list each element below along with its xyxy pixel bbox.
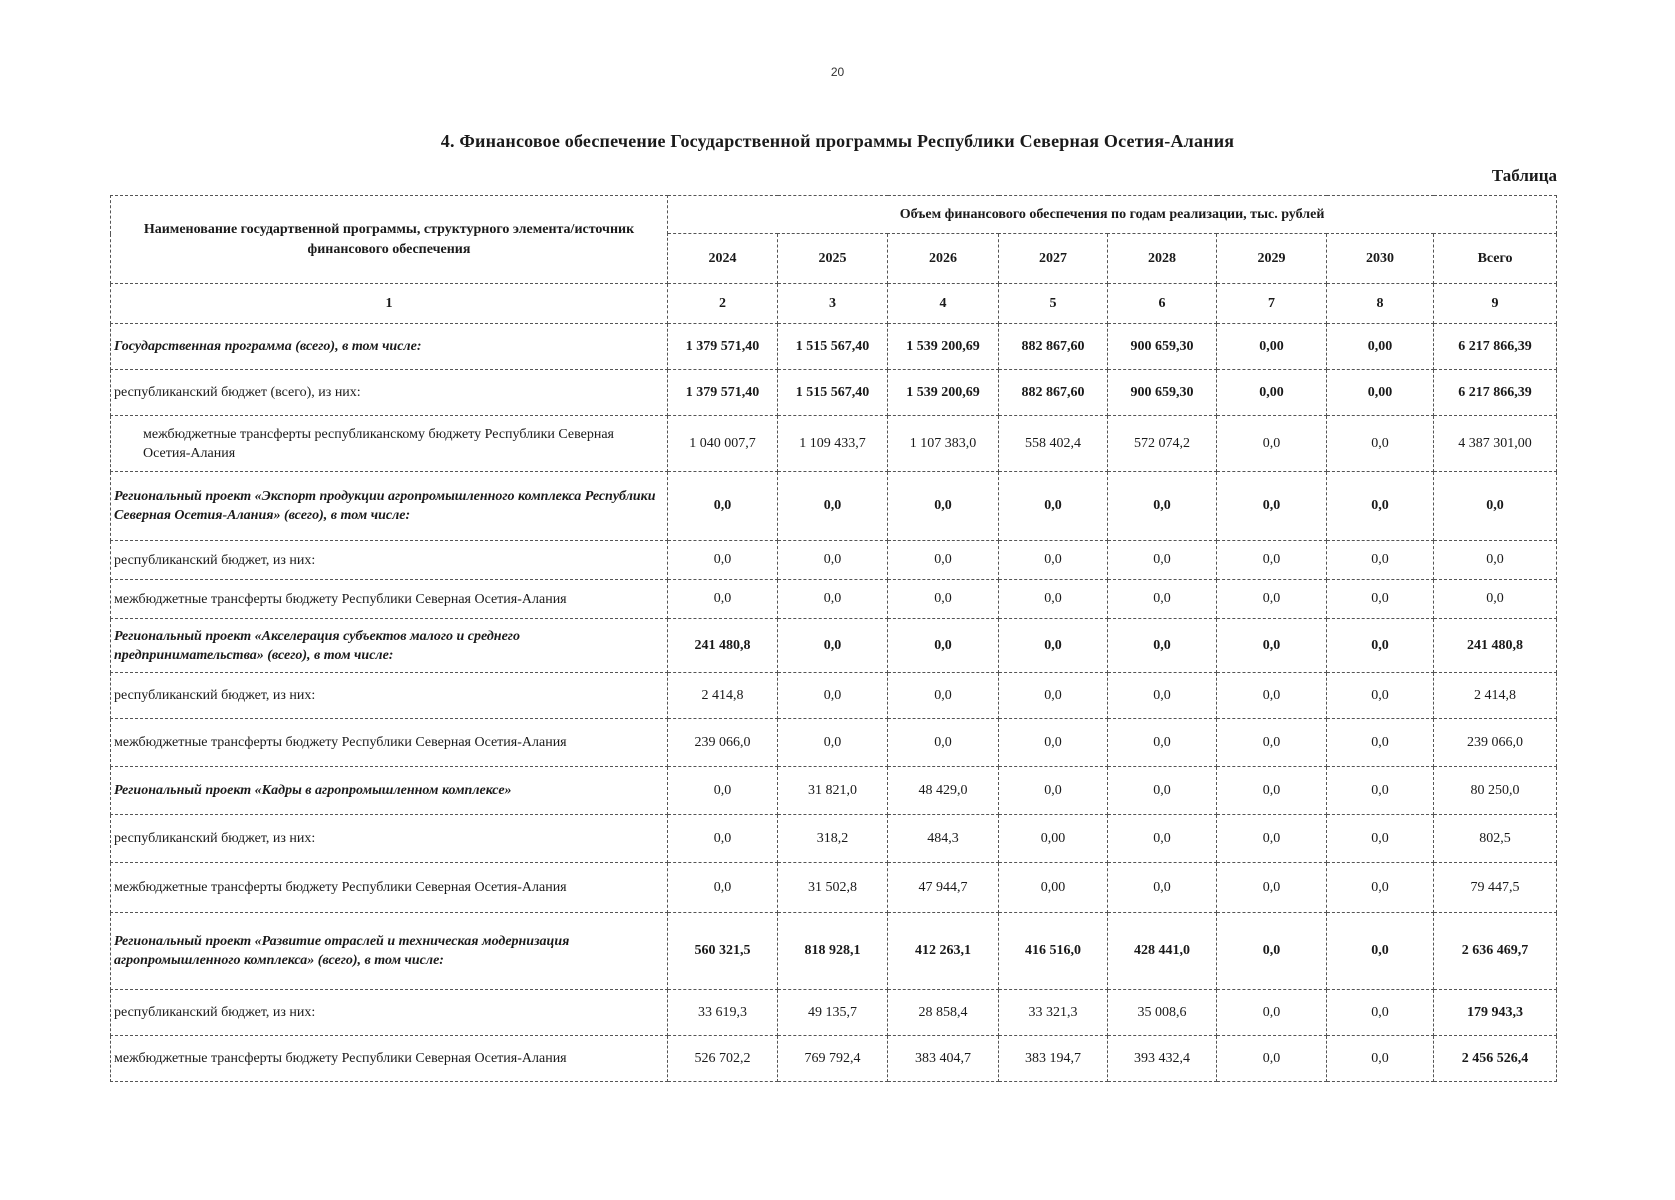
value-cell: 0,0 — [1217, 416, 1327, 472]
value-cell: 0,0 — [888, 580, 999, 619]
value-cell: 0,0 — [1108, 863, 1217, 913]
value-cell: 0,0 — [1108, 472, 1217, 541]
row-name: межбюджетные трансферты республиканскому бюджету Республики Северная Осетия-Алания — [111, 416, 668, 472]
value-cell: 0,0 — [999, 619, 1108, 673]
year-header: 2028 — [1108, 234, 1217, 284]
value-cell: 0,0 — [1217, 541, 1327, 580]
row-name: Региональный проект «Кадры в агропромышленном комплексе» — [111, 767, 668, 815]
value-cell: 0,0 — [888, 719, 999, 767]
value-cell: 0,0 — [888, 619, 999, 673]
value-cell: 0,0 — [1217, 673, 1327, 719]
row-name: республиканский бюджет, из них: — [111, 673, 668, 719]
value-cell: 0,0 — [1108, 580, 1217, 619]
year-header: 2030 — [1327, 234, 1434, 284]
value-cell: 0,0 — [1108, 673, 1217, 719]
column-number: 1 — [111, 284, 668, 324]
value-cell: 0,0 — [1108, 767, 1217, 815]
value-cell: 0,0 — [1327, 472, 1434, 541]
value-cell: 0,0 — [999, 472, 1108, 541]
row-name: республиканский бюджет, из них: — [111, 990, 668, 1036]
value-cell: 4 387 301,00 — [1434, 416, 1557, 472]
document-title: 4. Финансовое обеспечение Государственной программы Республики Северная Осетия-Алания — [440, 131, 1235, 151]
row-name: межбюджетные трансферты бюджету Республики Северная Осетия-Алания — [111, 863, 668, 913]
value-cell: 0,0 — [1327, 673, 1434, 719]
financing-table — [110, 195, 1557, 1082]
value-cell: 28 858,4 — [888, 990, 999, 1036]
value-cell: 0,0 — [888, 472, 999, 541]
value-cell: 0,0 — [1108, 815, 1217, 863]
table-row — [111, 580, 1557, 619]
value-cell: 560 321,5 — [668, 913, 778, 990]
value-cell: 0,0 — [1327, 1036, 1434, 1082]
value-cell: 35 008,6 — [1108, 990, 1217, 1036]
value-cell: 412 263,1 — [888, 913, 999, 990]
value-cell: 49 135,7 — [778, 990, 888, 1036]
value-cell: 0,0 — [1327, 580, 1434, 619]
value-cell: 802,5 — [1434, 815, 1557, 863]
name-column-header: Наименование государтвенной программы, структурного элемента/источник финансового обеспечения — [111, 196, 668, 284]
value-cell: 31 502,8 — [778, 863, 888, 913]
value-cell: 0,0 — [1434, 472, 1557, 541]
value-cell: 0,0 — [778, 472, 888, 541]
value-cell: 33 619,3 — [668, 990, 778, 1036]
value-cell: 0,0 — [999, 580, 1108, 619]
row-name: Региональный проект «Экспорт продукции агропромышленного комплекса Республики Северная Осетия-Алания» (всего), в том числе: — [111, 472, 668, 541]
value-cell: 0,0 — [1327, 719, 1434, 767]
value-cell: 383 404,7 — [888, 1036, 999, 1082]
value-cell: 900 659,30 — [1108, 370, 1217, 416]
value-cell: 0,0 — [1217, 580, 1327, 619]
value-cell: 0,0 — [1327, 913, 1434, 990]
value-cell: 769 792,4 — [778, 1036, 888, 1082]
year-header: 2026 — [888, 234, 999, 284]
value-cell: 0,0 — [668, 863, 778, 913]
value-cell: 0,0 — [778, 619, 888, 673]
row-name: Государственная программа (всего), в том числе: — [111, 324, 668, 370]
value-cell: 882 867,60 — [999, 370, 1108, 416]
column-number: 5 — [999, 284, 1108, 324]
value-cell: 0,0 — [1217, 1036, 1327, 1082]
value-cell: 179 943,3 — [1434, 990, 1557, 1036]
value-cell: 0,0 — [668, 815, 778, 863]
table-row — [111, 719, 1557, 767]
value-cell: 6 217 866,39 — [1434, 370, 1557, 416]
row-name: межбюджетные трансферты бюджету Республики Северная Осетия-Алания — [111, 719, 668, 767]
value-cell: 416 516,0 — [999, 913, 1108, 990]
table-row — [111, 913, 1557, 990]
value-cell: 0,0 — [1217, 815, 1327, 863]
value-cell: 2 414,8 — [668, 673, 778, 719]
column-number: 4 — [888, 284, 999, 324]
column-number: 7 — [1217, 284, 1327, 324]
value-cell: 0,0 — [1217, 863, 1327, 913]
value-cell: 0,00 — [999, 815, 1108, 863]
row-name: межбюджетные трансферты бюджету Республики Северная Осетия-Алания — [111, 580, 668, 619]
value-cell: 0,0 — [1434, 541, 1557, 580]
value-cell: 1 539 200,69 — [888, 370, 999, 416]
year-header: 2024 — [668, 234, 778, 284]
total-header: Всего — [1434, 234, 1557, 284]
value-cell: 0,0 — [668, 541, 778, 580]
value-cell: 428 441,0 — [1108, 913, 1217, 990]
value-cell: 393 432,4 — [1108, 1036, 1217, 1082]
value-cell: 1 379 571,40 — [668, 324, 778, 370]
value-cell: 0,0 — [1327, 815, 1434, 863]
value-cell: 0,0 — [1217, 719, 1327, 767]
value-cell: 79 447,5 — [1434, 863, 1557, 913]
value-cell: 0,0 — [888, 541, 999, 580]
value-cell: 818 928,1 — [778, 913, 888, 990]
value-cell: 0,00 — [999, 863, 1108, 913]
value-cell: 0,0 — [1217, 913, 1327, 990]
value-cell: 383 194,7 — [999, 1036, 1108, 1082]
table-caption: Таблица — [1491, 166, 1557, 185]
table-row — [111, 370, 1557, 416]
column-number: 8 — [1327, 284, 1434, 324]
value-cell: 0,0 — [1327, 541, 1434, 580]
value-cell: 0,0 — [999, 767, 1108, 815]
table-row — [111, 1036, 1557, 1082]
table-row — [111, 990, 1557, 1036]
value-cell: 239 066,0 — [668, 719, 778, 767]
table-row — [111, 619, 1557, 673]
value-cell: 2 456 526,4 — [1434, 1036, 1557, 1082]
value-cell: 558 402,4 — [999, 416, 1108, 472]
value-cell: 0,00 — [1327, 370, 1434, 416]
year-header: 2025 — [778, 234, 888, 284]
value-cell: 484,3 — [888, 815, 999, 863]
table-row — [111, 863, 1557, 913]
column-number: 3 — [778, 284, 888, 324]
value-cell: 0,0 — [1327, 990, 1434, 1036]
value-cell: 0,0 — [778, 580, 888, 619]
value-cell: 6 217 866,39 — [1434, 324, 1557, 370]
row-name: Региональный проект «Развитие отраслей и техническая модернизация агропромышленного комплекса» (всего), в том числе: — [111, 913, 668, 990]
value-cell: 2 414,8 — [1434, 673, 1557, 719]
value-cell: 80 250,0 — [1434, 767, 1557, 815]
value-cell: 0,0 — [1217, 990, 1327, 1036]
table-row — [111, 815, 1557, 863]
value-cell: 0,0 — [1108, 719, 1217, 767]
row-name: республиканский бюджет (всего), из них: — [111, 370, 668, 416]
value-cell: 0,0 — [778, 719, 888, 767]
value-cell: 318,2 — [778, 815, 888, 863]
value-cell: 1 109 433,7 — [778, 416, 888, 472]
row-name: республиканский бюджет, из них: — [111, 541, 668, 580]
value-cell: 0,0 — [668, 580, 778, 619]
value-cell: 0,0 — [778, 541, 888, 580]
value-cell: 0,00 — [1327, 324, 1434, 370]
funding-group-header: Объем финансового обеспечения по годам реализации, тыс. рублей — [668, 196, 1557, 234]
value-cell: 0,0 — [1217, 619, 1327, 673]
value-cell: 33 321,3 — [999, 990, 1108, 1036]
value-cell: 239 066,0 — [1434, 719, 1557, 767]
value-cell: 0,0 — [1217, 472, 1327, 541]
value-cell: 0,0 — [1108, 619, 1217, 673]
year-header: 2029 — [1217, 234, 1327, 284]
value-cell: 1 040 007,7 — [668, 416, 778, 472]
column-number: 9 — [1434, 284, 1557, 324]
table-row — [111, 324, 1557, 370]
page-number: 20 — [830, 65, 845, 79]
value-cell: 0,0 — [1327, 767, 1434, 815]
value-cell: 0,0 — [1217, 767, 1327, 815]
table-row — [111, 767, 1557, 815]
value-cell: 0,0 — [1327, 863, 1434, 913]
value-cell: 900 659,30 — [1108, 324, 1217, 370]
value-cell: 0,0 — [888, 673, 999, 719]
value-cell: 241 480,8 — [668, 619, 778, 673]
value-cell: 0,0 — [1434, 580, 1557, 619]
value-cell: 2 636 469,7 — [1434, 913, 1557, 990]
table-row — [111, 541, 1557, 580]
value-cell: 526 702,2 — [668, 1036, 778, 1082]
table-row — [111, 416, 1557, 472]
row-name: Региональный проект «Акселерация субъектов малого и среднего предпринимательства» (всего), в том числе: — [111, 619, 668, 673]
value-cell: 882 867,60 — [999, 324, 1108, 370]
value-cell: 1 515 567,40 — [778, 370, 888, 416]
value-cell: 0,0 — [999, 541, 1108, 580]
value-cell: 1 379 571,40 — [668, 370, 778, 416]
table-row — [111, 673, 1557, 719]
value-cell: 0,0 — [1108, 541, 1217, 580]
value-cell: 572 074,2 — [1108, 416, 1217, 472]
value-cell: 0,0 — [1327, 619, 1434, 673]
year-header: 2027 — [999, 234, 1108, 284]
column-number: 2 — [668, 284, 778, 324]
value-cell: 0,0 — [1327, 416, 1434, 472]
value-cell: 0,0 — [999, 719, 1108, 767]
value-cell: 1 539 200,69 — [888, 324, 999, 370]
row-name: республиканский бюджет, из них: — [111, 815, 668, 863]
value-cell: 0,00 — [1217, 370, 1327, 416]
value-cell: 0,0 — [778, 673, 888, 719]
value-cell: 31 821,0 — [778, 767, 888, 815]
value-cell: 1 515 567,40 — [778, 324, 888, 370]
row-name: межбюджетные трансферты бюджету Республики Северная Осетия-Алания — [111, 1036, 668, 1082]
value-cell: 47 944,7 — [888, 863, 999, 913]
value-cell: 1 107 383,0 — [888, 416, 999, 472]
value-cell: 0,0 — [999, 673, 1108, 719]
column-number: 6 — [1108, 284, 1217, 324]
value-cell: 241 480,8 — [1434, 619, 1557, 673]
value-cell: 48 429,0 — [888, 767, 999, 815]
value-cell: 0,00 — [1217, 324, 1327, 370]
value-cell: 0,0 — [668, 767, 778, 815]
value-cell: 0,0 — [668, 472, 778, 541]
table-row — [111, 472, 1557, 541]
